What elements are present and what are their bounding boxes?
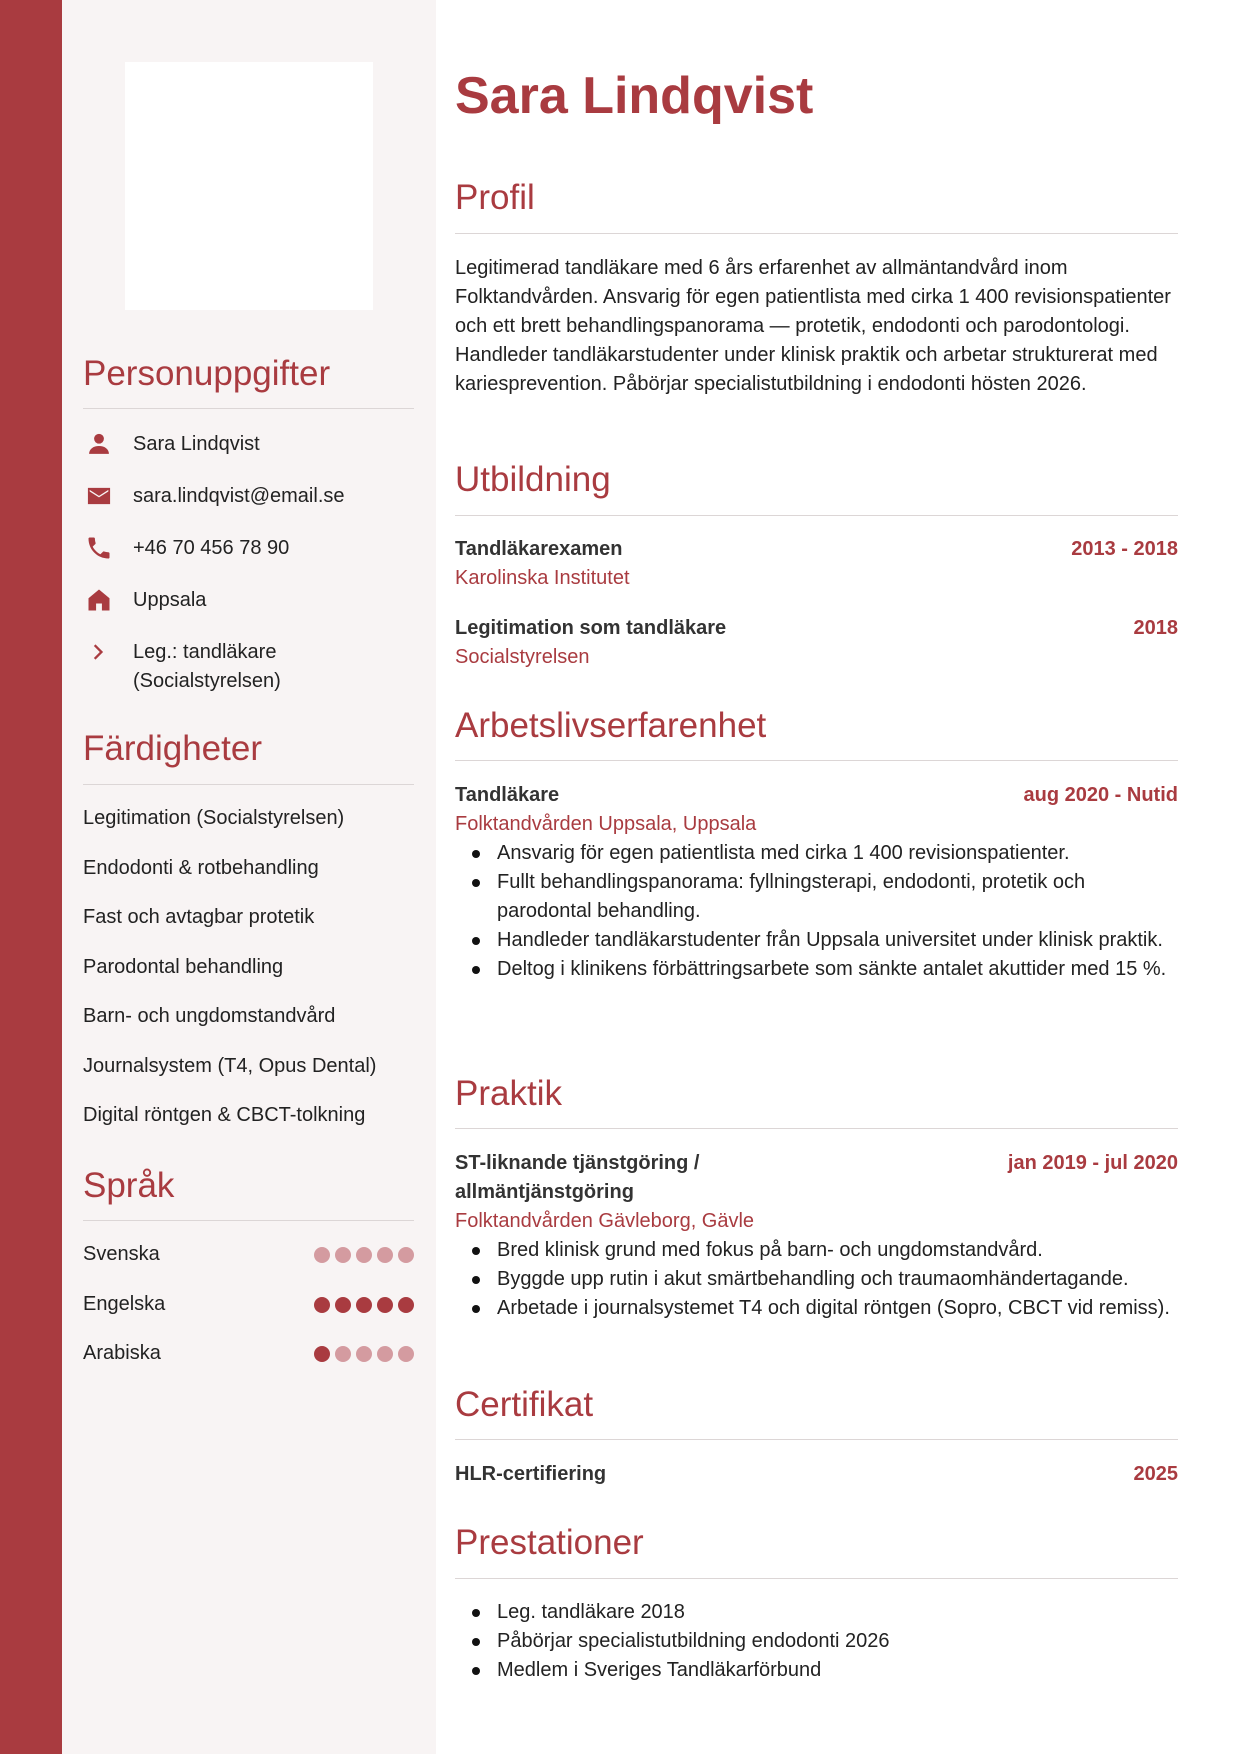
skill-item: Legitimation (Socialstyrelsen) (83, 807, 345, 829)
level-dot (335, 1247, 351, 1263)
list-item: Leg. tandläkare 2018 (455, 1598, 1178, 1627)
certificates-heading: Certifikat (455, 1385, 594, 1424)
entry-org: Folktandvården Uppsala, Uppsala (455, 813, 757, 835)
skill-item: Endodonti & rotbehandling (83, 857, 319, 879)
language-name: Svenska (83, 1243, 160, 1265)
personal-item-text: Leg.: tandläkare (Socialstyrelsen) (133, 641, 281, 692)
divider (455, 1439, 1178, 1440)
divider (83, 408, 414, 409)
skill-item: Parodontal behandling (83, 956, 284, 978)
skill-item: Journalsystem (T4, Opus Dental) (83, 1055, 377, 1077)
level-dot (398, 1247, 414, 1263)
language-level (314, 1297, 414, 1313)
skill-item: Digital röntgen & CBCT-tolkning (83, 1104, 366, 1126)
list-item: Handleder tandläkarstudenter från Uppsala universitet under klinisk praktik. (455, 926, 1178, 955)
entry-date: 2018 (1133, 617, 1178, 639)
personal-item-text[interactable]: +46 70 456 78 90 (133, 537, 290, 559)
list-item: Påbörjar specialistutbildning endodonti 2026 (455, 1627, 1178, 1656)
language-name: Engelska (83, 1293, 166, 1315)
level-dot (377, 1346, 393, 1362)
practice-heading: Praktik (455, 1074, 562, 1113)
education-heading: Utbildning (455, 460, 611, 499)
personal-item-license (83, 638, 414, 696)
entry-org: Folktandvården Gävleborg, Gävle (455, 1210, 755, 1232)
entry-org: Karolinska Institutet (455, 567, 630, 589)
language-row (83, 1240, 414, 1269)
languages-heading: Språk (83, 1166, 175, 1205)
entry-date: 2025 (1133, 1463, 1178, 1485)
language-level (314, 1346, 414, 1362)
level-dot (398, 1297, 414, 1313)
level-dot (314, 1297, 330, 1313)
divider (455, 233, 1178, 234)
level-dot (356, 1346, 372, 1362)
language-name: Arabiska (83, 1342, 161, 1364)
skill-item: Barn- och ungdomstandvård (83, 1005, 336, 1027)
list-item: Medlem i Sveriges Tandläkarförbund (455, 1656, 1178, 1685)
entry-org: Socialstyrelsen (455, 646, 590, 668)
divider (455, 1128, 1178, 1129)
entry-title: Legitimation som tandläkare (455, 617, 727, 639)
list-item: Byggde upp rutin i akut smärtbehandling och traumaomhändertagande. (455, 1265, 1178, 1294)
list-item: Deltog i klinikens förbättringsarbete som sänkte antalet akuttider med 15 %. (455, 955, 1178, 984)
language-row (83, 1339, 414, 1368)
home-icon (83, 586, 115, 614)
entry-title: HLR-certifiering (455, 1463, 607, 1485)
level-dot (398, 1346, 414, 1362)
bullet-list (455, 1598, 1178, 1685)
personal-item-text: Uppsala (133, 589, 207, 611)
level-dot (377, 1297, 393, 1313)
divider (455, 760, 1178, 761)
bullet-list (455, 1236, 1178, 1323)
phone-icon (83, 534, 115, 562)
divider (455, 1578, 1178, 1579)
accent-stripe (0, 0, 62, 1754)
work-heading: Arbetslivserfarenhet (455, 706, 767, 745)
entry-title: Tandläkarexamen (455, 538, 623, 560)
list-item: Arbetade i journalsystemet T4 och digital röntgen (Sopro, CBCT vid remiss). (455, 1294, 1178, 1323)
language-row (83, 1290, 414, 1319)
personal-item-text[interactable]: sara.lindqvist@email.se (133, 485, 345, 507)
level-dot (314, 1346, 330, 1362)
divider (83, 1220, 414, 1221)
personal-item-phone (83, 534, 414, 563)
personal-item-email (83, 482, 414, 511)
chevron-right-icon (83, 638, 115, 666)
bullet-list (455, 839, 1178, 984)
divider (83, 784, 414, 785)
skill-item: Fast och avtagbar protetik (83, 906, 315, 928)
level-dot (335, 1346, 351, 1362)
entry-date: aug 2020 - Nutid (1023, 784, 1178, 806)
personal-item-text: Sara Lindqvist (133, 433, 260, 455)
list-item: Fullt behandlingspanorama: fyllningsterapi, endodonti, protetik och parodontal behandling. (455, 868, 1178, 926)
list-item: Ansvarig för egen patientlista med cirka 1 400 revisionspatienter. (455, 839, 1178, 868)
list-item: Bred klinisk grund med fokus på barn- och ungdomstandvård. (455, 1236, 1178, 1265)
achievements-heading: Prestationer (455, 1523, 644, 1562)
divider (455, 515, 1178, 516)
entry-date: jan 2019 - jul 2020 (1007, 1152, 1178, 1174)
level-dot (314, 1247, 330, 1263)
personal-heading: Personuppgifter (83, 354, 331, 393)
personal-item-name (83, 430, 414, 459)
skills-heading: Färdigheter (83, 729, 262, 768)
entry-title: Tandläkare (455, 784, 560, 806)
profile-photo (125, 62, 373, 310)
person-icon (83, 430, 115, 458)
level-dot (335, 1297, 351, 1313)
personal-item-city (83, 586, 414, 615)
profile-text: Legitimerad tandläkare med 6 års erfarenhet av allmäntandvård inom Folktandvården. Ansvarig för egen patientlista med cirka 1 400 revisionspatienter och ett brett behandlingspanorama — protetik, endodonti och parodontologi. Handleder tandläkarstudenter under klinisk praktik och arbetar strukturerat med kariesprevention. Påbörjar specialistutbildning i endodonti hösten 2026. (455, 257, 1171, 395)
level-dot (377, 1247, 393, 1263)
entry-title: ST-liknande tjänstgöring / allmäntjänstgöring (455, 1152, 700, 1203)
entry-date: 2013 - 2018 (1071, 538, 1178, 560)
language-level (314, 1247, 414, 1263)
mail-icon (83, 482, 115, 510)
level-dot (356, 1297, 372, 1313)
level-dot (356, 1247, 372, 1263)
profile-heading: Profil (455, 178, 535, 217)
page-title: Sara Lindqvist (455, 67, 814, 125)
